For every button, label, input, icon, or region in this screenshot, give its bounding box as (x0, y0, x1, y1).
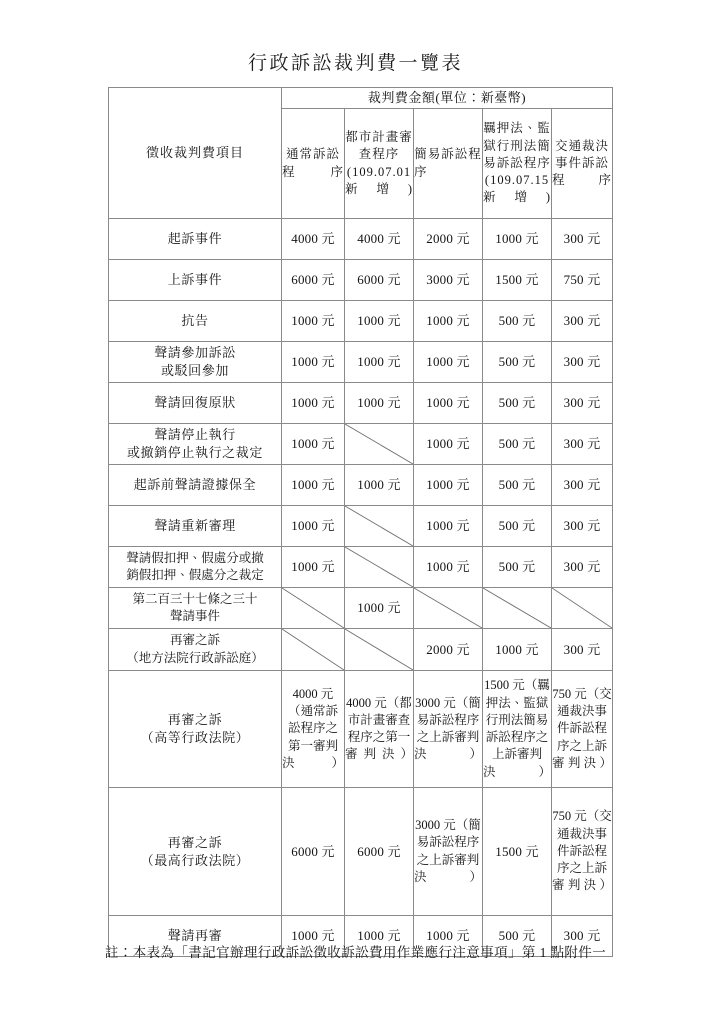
row-item-label (109, 424, 282, 465)
row-item-label: 抗告 (109, 301, 282, 342)
row-item-label: 起訴事件 (109, 219, 282, 260)
row-cell-not-applicable (282, 588, 345, 629)
header-col-ordinary-procedure (282, 109, 345, 219)
row-item-label (109, 788, 282, 916)
row-item-line1: 聲請參加訴訟 (154, 345, 236, 361)
row-cell: 6000 元 (345, 260, 414, 301)
row-cell: 1000 元 (483, 629, 552, 671)
row-cell: 1000 元 (282, 547, 345, 588)
row-cell: 1500 元（羈押法、監獄行刑法簡易訴訟程序之上訴審判決） (483, 671, 552, 788)
table-row (109, 342, 613, 383)
row-cell: 1000 元 (414, 424, 483, 465)
row-item-line1: 再審之訴 (167, 834, 223, 850)
row-cell: 500 元 (483, 506, 552, 547)
table-row (109, 301, 613, 342)
row-cell: 3000 元 (414, 260, 483, 301)
row-cell-not-applicable (345, 424, 414, 465)
table-header-group-row (109, 88, 613, 109)
header-amount-group: 裁判費金額(單位：新臺幣) (282, 88, 613, 109)
row-item-label: 聲請回復原狀 (109, 383, 282, 424)
header-col-note: (109.07.01 新增) (345, 164, 413, 196)
row-cell: 3000 元（簡易訴訟程序之上訴審判決） (414, 788, 483, 916)
header-col-note-2: (109.07.15 新增) (483, 173, 551, 205)
row-item-label (109, 588, 282, 629)
row-cell: 6000 元 (282, 788, 345, 916)
row-cell: 500 元 (483, 342, 552, 383)
row-item-label: 聲請重新審理 (109, 506, 282, 547)
row-item-line1: 再審之訴 (169, 633, 220, 648)
row-cell: 4000 元 (345, 219, 414, 260)
footnote: 註：本表為「書記官辦理行政訴訟徵收訴訟費用作業應行注意事項」第 1 點附件一 (104, 945, 607, 960)
row-cell-not-applicable (345, 629, 414, 671)
row-cell: 6000 元 (345, 788, 414, 916)
row-cell: 300 元 (552, 301, 613, 342)
row-item-label: 起訴前聲請證據保全 (109, 465, 282, 506)
diagonal-strike-icon (282, 629, 344, 670)
row-cell: 1000 元 (282, 506, 345, 547)
row-cell: 1000 元 (414, 916, 483, 957)
row-cell: 1000 元 (414, 301, 483, 342)
diagonal-strike-icon (552, 588, 612, 628)
table-row (109, 629, 613, 671)
diagonal-strike-icon (345, 629, 413, 670)
row-item-line1: 聲請假扣押、假處分或撤 (126, 550, 264, 565)
row-cell: 1500 元 (483, 788, 552, 916)
row-cell: 1000 元 (282, 465, 345, 506)
row-cell: 6000 元 (282, 260, 345, 301)
diagonal-strike-icon (483, 588, 551, 628)
table-row (109, 506, 613, 547)
row-item-label (109, 629, 282, 671)
table-row (109, 465, 613, 506)
row-cell: 4000 元（通常訴訟程序之第一審判決） (282, 671, 345, 788)
row-cell: 2000 元 (414, 629, 483, 671)
row-cell: 1000 元 (345, 465, 414, 506)
diagonal-strike-icon (282, 588, 344, 628)
row-cell: 1000 元 (414, 342, 483, 383)
table-row (109, 547, 613, 588)
row-cell: 500 元 (483, 916, 552, 957)
row-cell: 1000 元 (282, 342, 345, 383)
row-cell-not-applicable (483, 588, 552, 629)
header-col-name: 簡易訴訟程序 (414, 147, 482, 179)
header-col-urban-plan-review (345, 109, 414, 219)
table-row (109, 260, 613, 301)
header-col-name: 通常訴訟程序 (282, 147, 344, 179)
row-cell: 1000 元 (345, 588, 414, 629)
row-cell: 3000 元（簡易訴訟程序之上訴審判決） (414, 671, 483, 788)
row-item-line1: 第二百三十七條之三十 (132, 591, 258, 606)
row-cell: 300 元 (552, 342, 613, 383)
row-cell: 4000 元 (282, 219, 345, 260)
row-cell: 1000 元 (414, 547, 483, 588)
row-cell: 750 元（交通裁決事件訴訟程序之上訴審判決） (552, 788, 613, 916)
row-cell-not-applicable (282, 629, 345, 671)
table-row (109, 588, 613, 629)
row-cell: 1000 元 (282, 424, 345, 465)
row-item-line2: 或駁回參加 (160, 363, 229, 378)
row-cell: 1000 元 (483, 219, 552, 260)
row-cell: 1000 元 (414, 383, 483, 424)
table-row (109, 383, 613, 424)
row-cell: 300 元 (552, 506, 613, 547)
row-cell: 300 元 (552, 916, 613, 957)
row-cell: 1000 元 (282, 301, 345, 342)
row-cell-not-applicable (345, 506, 414, 547)
row-cell: 1000 元 (282, 916, 345, 957)
row-cell: 1000 元 (345, 916, 414, 957)
row-cell: 300 元 (552, 219, 613, 260)
diagonal-strike-icon (414, 588, 482, 628)
row-cell-not-applicable (552, 588, 613, 629)
row-cell: 1000 元 (345, 301, 414, 342)
row-cell: 300 元 (552, 424, 613, 465)
row-item-label (109, 671, 282, 788)
diagonal-strike-icon (345, 506, 413, 546)
row-item-line2: （地方法院行政訴訟庭） (126, 650, 264, 665)
row-cell: 500 元 (483, 465, 552, 506)
row-cell: 300 元 (552, 547, 613, 588)
header-col-name: 交通裁決事件訴訟程序 (552, 138, 613, 188)
header-col-name: 羈押法、監獄行刑法簡易訴訟程序 (483, 121, 551, 170)
row-cell: 1000 元 (282, 383, 345, 424)
diagonal-strike-icon (345, 424, 413, 464)
table-row (109, 788, 613, 916)
row-item-line2: （最高行政法院） (140, 852, 250, 868)
header-item-column: 徵收裁判費項目 (109, 88, 282, 219)
row-cell: 1500 元 (483, 260, 552, 301)
row-cell: 750 元 (552, 260, 613, 301)
diagonal-strike-icon (345, 547, 413, 587)
row-cell: 300 元 (552, 629, 613, 671)
table-row (109, 671, 613, 788)
row-cell: 300 元 (552, 383, 613, 424)
row-item-label (109, 547, 282, 588)
row-cell: 300 元 (552, 465, 613, 506)
row-cell: 1000 元 (414, 465, 483, 506)
row-item-line1: 聲請停止執行 (154, 427, 236, 443)
row-item-label: 聲請再審 (109, 916, 282, 957)
row-item-line2: 聲請事件 (169, 609, 220, 623)
row-cell: 500 元 (483, 547, 552, 588)
row-cell: 500 元 (483, 383, 552, 424)
row-cell: 1000 元 (345, 383, 414, 424)
header-col-summary-procedure (414, 109, 483, 219)
header-col-detention-prison-summary (483, 109, 552, 219)
row-cell: 4000 元（都市計畫審查程序之第一審判決） (345, 671, 414, 788)
row-cell: 500 元 (483, 424, 552, 465)
row-cell: 500 元 (483, 301, 552, 342)
row-item-label (109, 342, 282, 383)
header-col-name: 都市計畫審查程序 (345, 130, 413, 162)
row-item-line1: 再審之訴 (167, 712, 223, 728)
row-item-label: 上訴事件 (109, 260, 282, 301)
page-title: 行政訴訟裁判費一覽表 (247, 53, 463, 74)
row-cell-not-applicable (345, 547, 414, 588)
row-cell: 1000 元 (345, 342, 414, 383)
table-row (109, 424, 613, 465)
row-cell-not-applicable (414, 588, 483, 629)
row-cell: 1000 元 (414, 506, 483, 547)
row-cell: 750 元（交通裁決事件訴訟程序之上訴審判決） (552, 671, 613, 788)
header-col-traffic-adjudication (552, 109, 613, 219)
row-item-line2: 或撤銷停止執行之裁定 (126, 445, 263, 460)
row-cell: 2000 元 (414, 219, 483, 260)
row-item-line2: （高等行政法院） (140, 730, 250, 745)
fee-schedule-table (108, 87, 613, 957)
table-row (109, 219, 613, 260)
row-item-line2: 銷假扣押、假處分之裁定 (126, 568, 264, 582)
